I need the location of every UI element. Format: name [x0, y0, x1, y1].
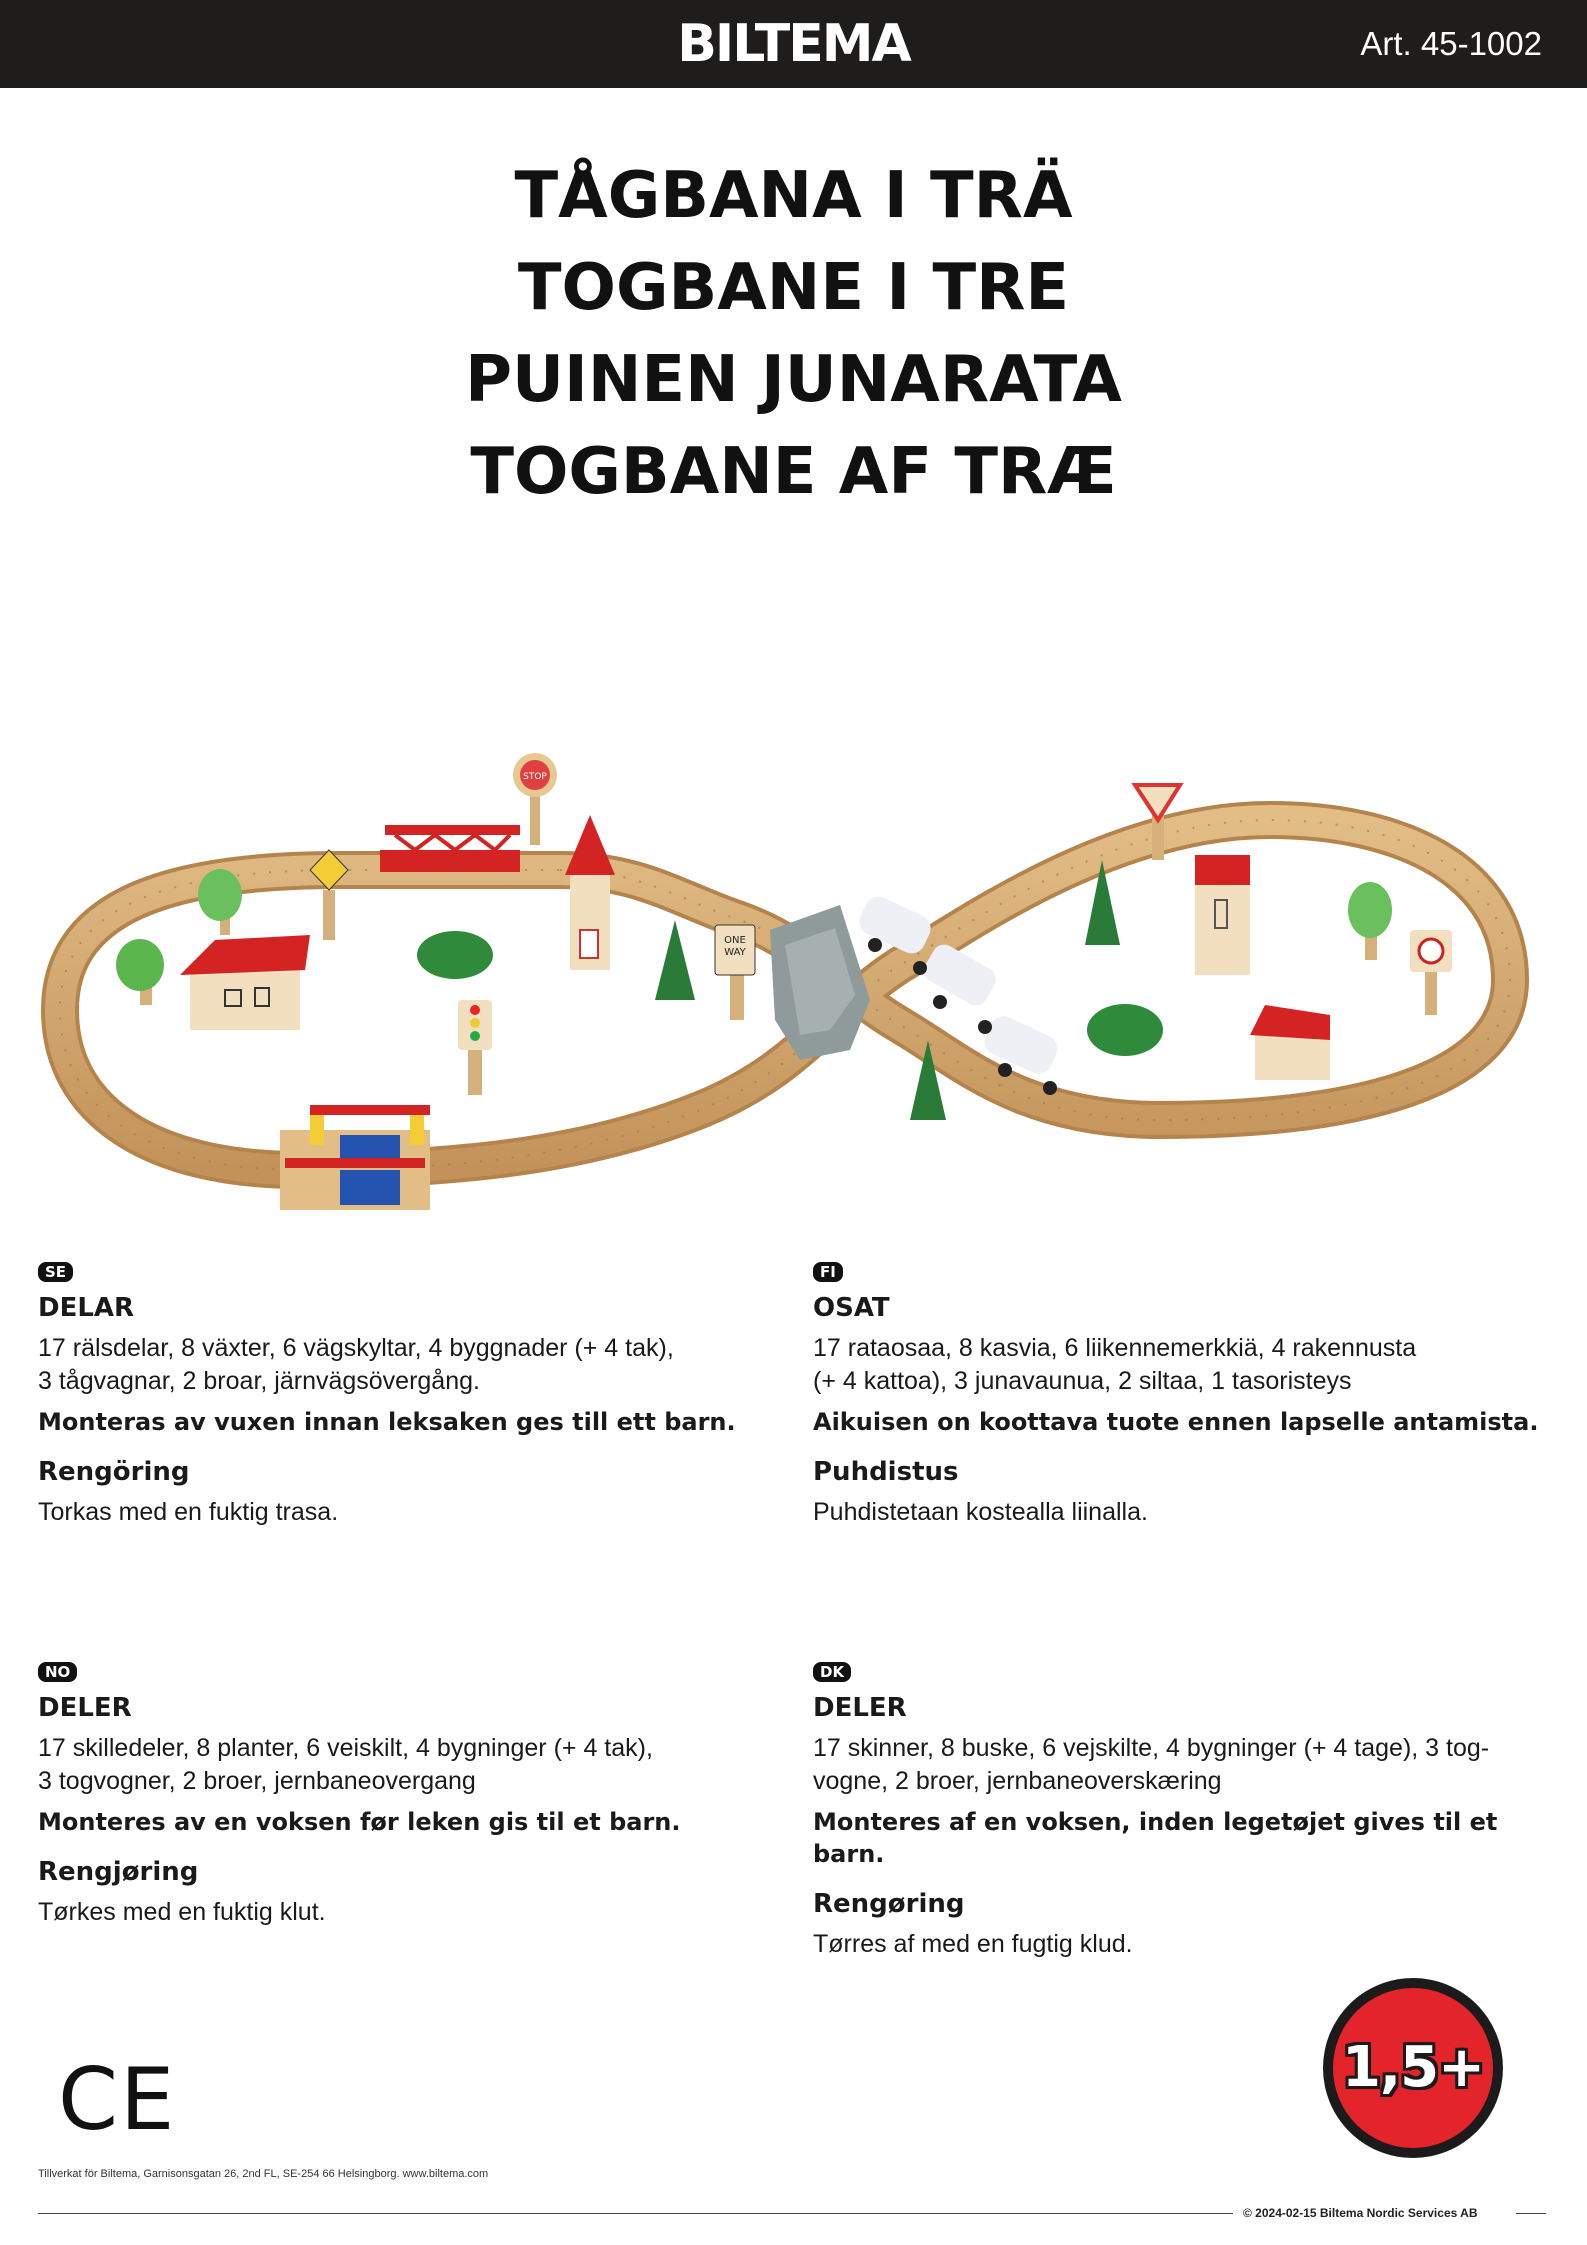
tree-left-1 — [198, 869, 242, 935]
title-se: TÅGBANA I TRÄ — [514, 159, 1073, 233]
no-parts-title: DELER — [38, 1693, 132, 1723]
se-warning: Monteras av vuxen innan leksaken ges till ett barn. — [38, 1408, 736, 1436]
fi-parts-title: OSAT — [813, 1293, 890, 1323]
fi-parts-line-1: 17 rataosaa, 8 kasvia, 6 liikennemerkkiä, 4 rakennusta — [813, 1334, 1417, 1362]
no-parts-line-2: 3 togvogner, 2 broer, jernbaneovergang — [38, 1767, 476, 1795]
footer-rule-right — [1516, 2213, 1546, 2214]
dk-parts-title: DELER — [813, 1693, 907, 1723]
house-right-tall — [1195, 855, 1250, 975]
title-no: TOGBANE I TRE — [517, 251, 1070, 325]
bush-right — [1087, 1004, 1163, 1056]
manufacturer-info: Tillverkat för Biltema, Garnisonsgatan 26, 2nd FL, SE-254 66 Helsingborg. www.biltema.com — [38, 2168, 489, 2180]
fi-warning: Aikuisen on koottava tuote ennen lapselle antamista. — [813, 1408, 1539, 1436]
no-parts-text — [38, 1732, 768, 1798]
cone-tree-1 — [655, 920, 695, 1000]
badge-se: SE — [38, 1262, 73, 1282]
section-fi — [813, 1262, 1543, 1529]
se-parts-line-1: 17 rälsdelar, 8 växter, 6 vägskyltar, 4 byggnader (+ 4 tak), — [38, 1334, 674, 1362]
badge-no: NO — [38, 1662, 77, 1682]
copyright: © 2024-02-15 Biltema Nordic Services AB — [1243, 2206, 1478, 2220]
one-way-top-text: ONE — [724, 935, 746, 946]
house-left — [180, 935, 310, 1030]
dk-parts-line-2: vogne, 2 broer, jernbaneoverskæring — [813, 1767, 1222, 1795]
fi-cleaning-text: Puhdistetaan kostealla liinalla. — [813, 1498, 1148, 1526]
one-way-sign — [715, 925, 755, 1020]
title-fi: PUINEN JUNARATA — [465, 343, 1122, 417]
badge-dk: DK — [813, 1662, 851, 1682]
badge-fi: FI — [813, 1262, 843, 1282]
dk-cleaning-text: Tørres af med en fugtig klud. — [813, 1930, 1133, 1958]
dk-cleaning-title: Rengøring — [813, 1889, 965, 1919]
article-number: Art. 45-1002 — [1360, 25, 1542, 62]
title-dk: TOGBANE AF TRÆ — [470, 435, 1117, 509]
tunnel — [770, 905, 870, 1060]
red-bridge — [380, 825, 520, 872]
brand-logo: BILTEMA — [677, 14, 910, 74]
tree-right — [1348, 882, 1392, 960]
page-header — [0, 0, 1587, 88]
no-warning: Monteres av en voksen før leken gis til et barn. — [38, 1808, 681, 1836]
age-text: 1,5+ — [1341, 2035, 1485, 2100]
dk-parts-text — [813, 1732, 1553, 1798]
se-parts-text — [38, 1332, 768, 1398]
tower-building — [565, 815, 615, 970]
se-parts-title: DELAR — [38, 1293, 135, 1323]
school-sign — [310, 850, 348, 940]
traffic-light — [458, 1000, 492, 1095]
no-parts-line-1: 17 skilledeler, 8 planter, 6 veiskilt, 4 bygninger (+ 4 tak), — [38, 1734, 653, 1762]
footer-rule-left — [38, 2213, 1233, 2214]
level-crossing — [280, 1105, 430, 1210]
section-dk — [813, 1662, 1553, 1961]
bush-left — [417, 931, 493, 979]
dk-warning: Monteres af en voksen, inden legetøjet gives til et barn. — [813, 1808, 1498, 1868]
product-titles — [0, 150, 1587, 518]
section-se — [38, 1262, 768, 1529]
age-badge — [1320, 1975, 1506, 2161]
se-parts-line-2: 3 tågvagnar, 2 broar, järnvägsövergång. — [38, 1367, 480, 1395]
fi-cleaning-title: Puhdistus — [813, 1457, 959, 1487]
no-cleaning-title: Rengjøring — [38, 1857, 199, 1887]
dk-parts-line-1: 17 skinner, 8 buske, 6 vejskilte, 4 bygninger (+ 4 tage), 3 tog- — [813, 1734, 1490, 1762]
one-way-bottom-text: WAY — [724, 947, 746, 958]
se-cleaning-text: Torkas med en fuktig trasa. — [38, 1498, 339, 1526]
product-photo — [40, 730, 1550, 1230]
fi-parts-text — [813, 1332, 1543, 1398]
no-cleaning-text: Tørkes med en fuktig klut. — [38, 1898, 326, 1926]
section-no — [38, 1662, 768, 1929]
fi-parts-line-2: (+ 4 kattoa), 3 junavaunua, 2 siltaa, 1 tasoristeys — [813, 1367, 1352, 1395]
tree-left-2 — [116, 939, 164, 1005]
ce-mark: CE — [58, 2050, 177, 2150]
stop-sign-text: STOP — [523, 772, 547, 782]
house-right-small — [1250, 1005, 1330, 1080]
no-parking-sign — [1410, 930, 1452, 1015]
se-cleaning-title: Rengöring — [38, 1457, 190, 1487]
